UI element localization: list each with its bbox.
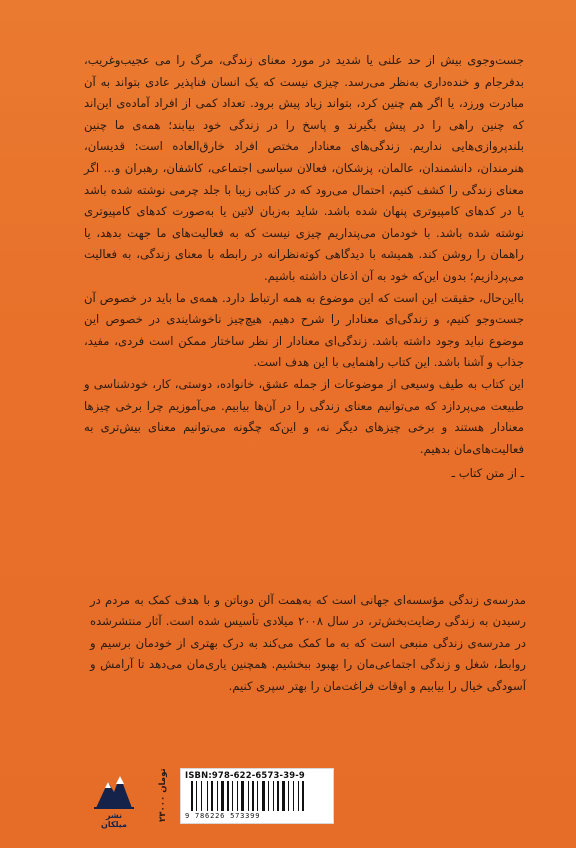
blurb-paragraph-2: بااین‌حال، حقیقت این است که این موضوع به همه ارتباط دارد. همه‌ی ما باید در خصوص آن جست‌وجو کنیم، و زندگی‌ای معنادار را شرح دهیم. هیچ‌چیز ناخوشایندی در خصوص این موضوع نباید وجود داشته باشد. زندگی‌ای معنادار از نظر ساختار ممکن است فردی، مفید، جذاب و آشنا باشد. این کتاب راهنمایی با این هدف است. (84, 290, 524, 370)
about-publisher-text: مدرسه‌ی زندگی مؤسسه‌ای جهانی است که به‌همت آلن دوباتن و با هدف کمک به مردم در رسیدن به زندگی رضایت‌بخش‌تر، در سال ۲۰۰۸ میلادی تأسیس شده است. آثار منتشرشده در مدرسه‌ی زندگی منبعی است که به ما کمک می‌کند به درک بهتری از خودمان برسیم و روابط، شغل و زندگی اجتماعی‌مان را بهبود ببخشیم. همچنین یاری‌مان می‌دهد تا آرامش و آسودگی خیال را بیابیم و اوقات فراغت‌مان را بهتر سپری کنیم. (90, 593, 526, 693)
barcode-panel (180, 768, 334, 824)
mountain-logo-icon (92, 768, 136, 810)
blurb-paragraph-3: این کتاب به طیف وسیعی از موضوعات از جمله عشق، خانواده، دوستی، کار، خودشناسی و طبیعت می‌پردازد که می‌توانیم معنای زندگی را در آن‌ها بیابیم. می‌آموزیم چرا برخی چیزها معنادار هستند و برخی چیزهای دیگر نه، و این‌که چگونه می‌توانیم معنای بیش‌تری به فعالیت‌های‌مان بدهیم. (84, 376, 524, 456)
barcode-icon (189, 781, 325, 811)
isbn-label: ISBN:978-622-6573-39-9 (185, 770, 305, 780)
publisher-name: نشر میلکان (101, 811, 127, 829)
blurb-text (84, 50, 524, 485)
blurb-paragraph-1: جست‌وجوی بیش از حد علنی یا شدید در مورد معنای زندگی، مرگ را می عجیب‌وغریب، بدفرجام و خنده‌داری به‌نظر می‌رسد. چیزی نیست که یک انسان فناپذیر عادی بتواند به آن مبادرت ورزد، یا اگر هم چنین کرد، بتواند زیاد پیش برود. تعداد کمی از افراد آماده‌ی این‌اند که چنین راهی را در پیش بگیرند و پاسخ را در زندگی خود بیابند؛ همه‌ی ما چنین بلندپروازی‌هایی نداریم. زندگی‌های معنادار مختص افراد خارق‌العاده است: قدیسان، هنرمندان، دانشمندان، عالمان، پزشکان، فعالان سیاسی اجتماعی، کاشفان، رهبران و... اگر معنای زندگی را کشف کنیم، احتمال می‌رود که در کتابی زیبا با جلد چرمی نوشته شده باشد یا در کدهای کامپیوتری پنهان شده باشد. شاید به‌زبان لاتین یا به‌صورت کدهای کامپیوتری نوشته شده باشد. با خودمان می‌پنداریم چیزی نیست که به فعالیت‌های ما جهت بدهد، یا راهمان را روشن کند. همیشه با دیدگاهی کوته‌نظرانه در رابطه با معنای زندگی، به فعالیت می‌پردازیم؛ بدون این‌که خود به آن اذعان داشته باشیم. (84, 53, 524, 283)
quote-source: ـ از متن کتاب ـ (451, 466, 524, 481)
price-label: ۲۳۰۰۰ تومان (158, 768, 168, 822)
publisher-logo (92, 768, 136, 829)
barcode-number: 9 786226 573399 (185, 812, 261, 820)
